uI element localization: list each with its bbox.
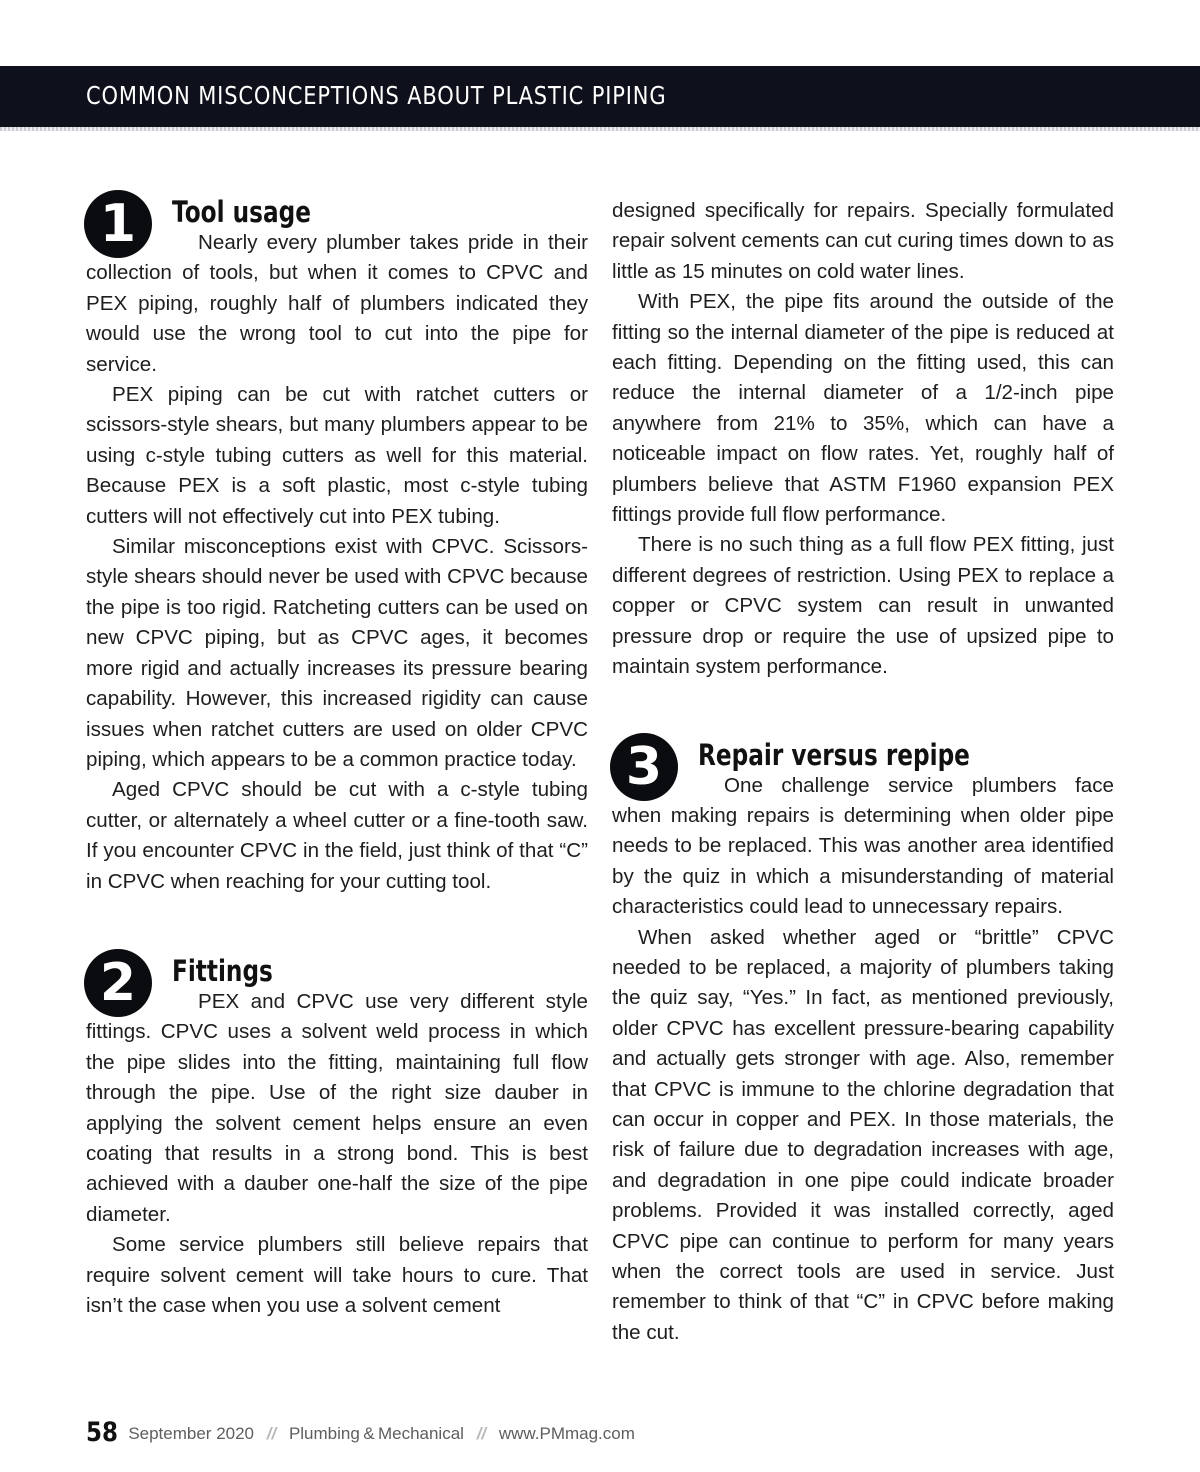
paragraph: With PEX, the pipe fits around the outside of the fitting so the internal diameter of the pipe is reduced at each fitting. Depending on the fitting used, this can reduce the internal diameter of a 1/2-inch pipe anywhere from 21% to 35%, which can have a noticeable impact on flow rates. Yet, roughly half of plumbers believe that ASTM F1960 expansion PEX fittings provide full flow performance. bbox=[612, 290, 1114, 527]
page-title: COMMON MISCONCEPTIONS ABOUT PLASTIC PIPING bbox=[86, 81, 667, 110]
section-number-badge: 3 bbox=[610, 733, 678, 801]
section-number-badge: 1 bbox=[84, 190, 152, 258]
paragraph: Similar misconceptions exist with CPVC. Scissors-style shears should never be used with CPVC because the pipe is too rigid. Ratcheting cutters can be used on new CPVC piping, but as CPVC ages, it becomes more rigid and actually increases its pressure bearing capability. However, this increased rigidity can cause issues when ratchet cutters are used on older CPVC piping, which appears to be a common practice today. bbox=[86, 535, 588, 771]
section-title: Fittings bbox=[172, 953, 273, 988]
paragraph: Nearly every plumber takes pride in their collection of tools, but when it comes to CPVC and PEX piping, roughly half of plumbers indicated they would use the wrong tool to cut into the pipe for service. bbox=[86, 231, 588, 376]
paragraph: designed specifically for repairs. Specially formulated repair solvent cements can cut curing times down to as little as 15 minutes on cold water lines. bbox=[612, 199, 1114, 283]
header-bar bbox=[0, 66, 1200, 127]
paragraph: When asked whether aged or “brittle” CPVC needed to be replaced, a majority of plumbers taking the quiz say, “Yes.” In fact, as mentioned previously, older CPVC has excellent pressure-bearing capability and actually gets stronger with age. Also, remember that CPVC is immune to the chlorine degradation that can occur in copper and PEX. In those materials, the risk of failure due to degradation increases with age, and degradation in one pipe could indicate broader problems. Provided it was installed correctly, aged CPVC pipe can continue to perform for many years when the correct tools are used in service. Just remember to think of that “C” in CPVC before making the cut. bbox=[612, 925, 1114, 1344]
paragraph: One challenge service plumbers face when making repairs is determining when older pipe needs to be replaced. This was another area identified by the quiz in which a misunderstanding of material characteristics could lead to unnecessary repairs. bbox=[612, 773, 1114, 919]
page-number: 58 bbox=[86, 1417, 118, 1448]
section-fittings-continued bbox=[612, 196, 1114, 683]
section-title: Tool usage bbox=[172, 195, 311, 229]
section-fittings bbox=[86, 952, 588, 1321]
right-column bbox=[612, 196, 1114, 1348]
section-title: Repair versus repipe bbox=[698, 737, 970, 772]
footer-separator: // bbox=[476, 1424, 487, 1443]
paragraph: Some service plumbers still believe repairs that require solvent cement will take hours to cure. That isn’t the case when you use a solvent cement bbox=[86, 1233, 588, 1317]
section-tool-usage bbox=[86, 196, 588, 897]
paragraph: PEX and CPVC use very different style fittings. CPVC uses a solvent weld process in which the pipe slides into the fitting, maintaining full flow through the pipe. Use of the right size dauber in applying the solvent cement helps ensure an even coating that results in a strong bond. This is best achieved with a dauber one-half the size of the pipe diameter. bbox=[86, 989, 588, 1226]
section-repair-versus-repipe bbox=[612, 736, 1114, 1349]
left-column bbox=[86, 196, 588, 1321]
website-link[interactable]: www.PMmag.com bbox=[498, 1424, 635, 1443]
paragraph: Aged CPVC should be cut with a c-style tubing cutter, or alternately a wheel cutter or a fine-tooth saw. If you encounter CPVC in the field, just think of that “C” in CPVC when reaching for your cutting tool. bbox=[86, 778, 588, 893]
paragraph: PEX piping can be cut with ratchet cutters or scissors-style shears, but many plumbers appear to be using c-style tubing cutters as well for this material. Because PEX is a soft plastic, most c-style tubing cutters will not effectively cut into PEX tubing. bbox=[86, 383, 588, 528]
footer-separator: // bbox=[266, 1424, 277, 1443]
publication-name: Plumbing & Mechanical bbox=[288, 1424, 464, 1443]
section-number-badge: 2 bbox=[84, 949, 152, 1017]
issue-date: September 2020 bbox=[128, 1424, 255, 1443]
paragraph: There is no such thing as a full flow PEX fitting, just different degrees of restriction. Using PEX to replace a copper or CPVC system can result in unwanted pressure drop or require the use of upsized pipe to maintain system performance. bbox=[612, 533, 1114, 679]
page-footer bbox=[86, 1417, 635, 1448]
